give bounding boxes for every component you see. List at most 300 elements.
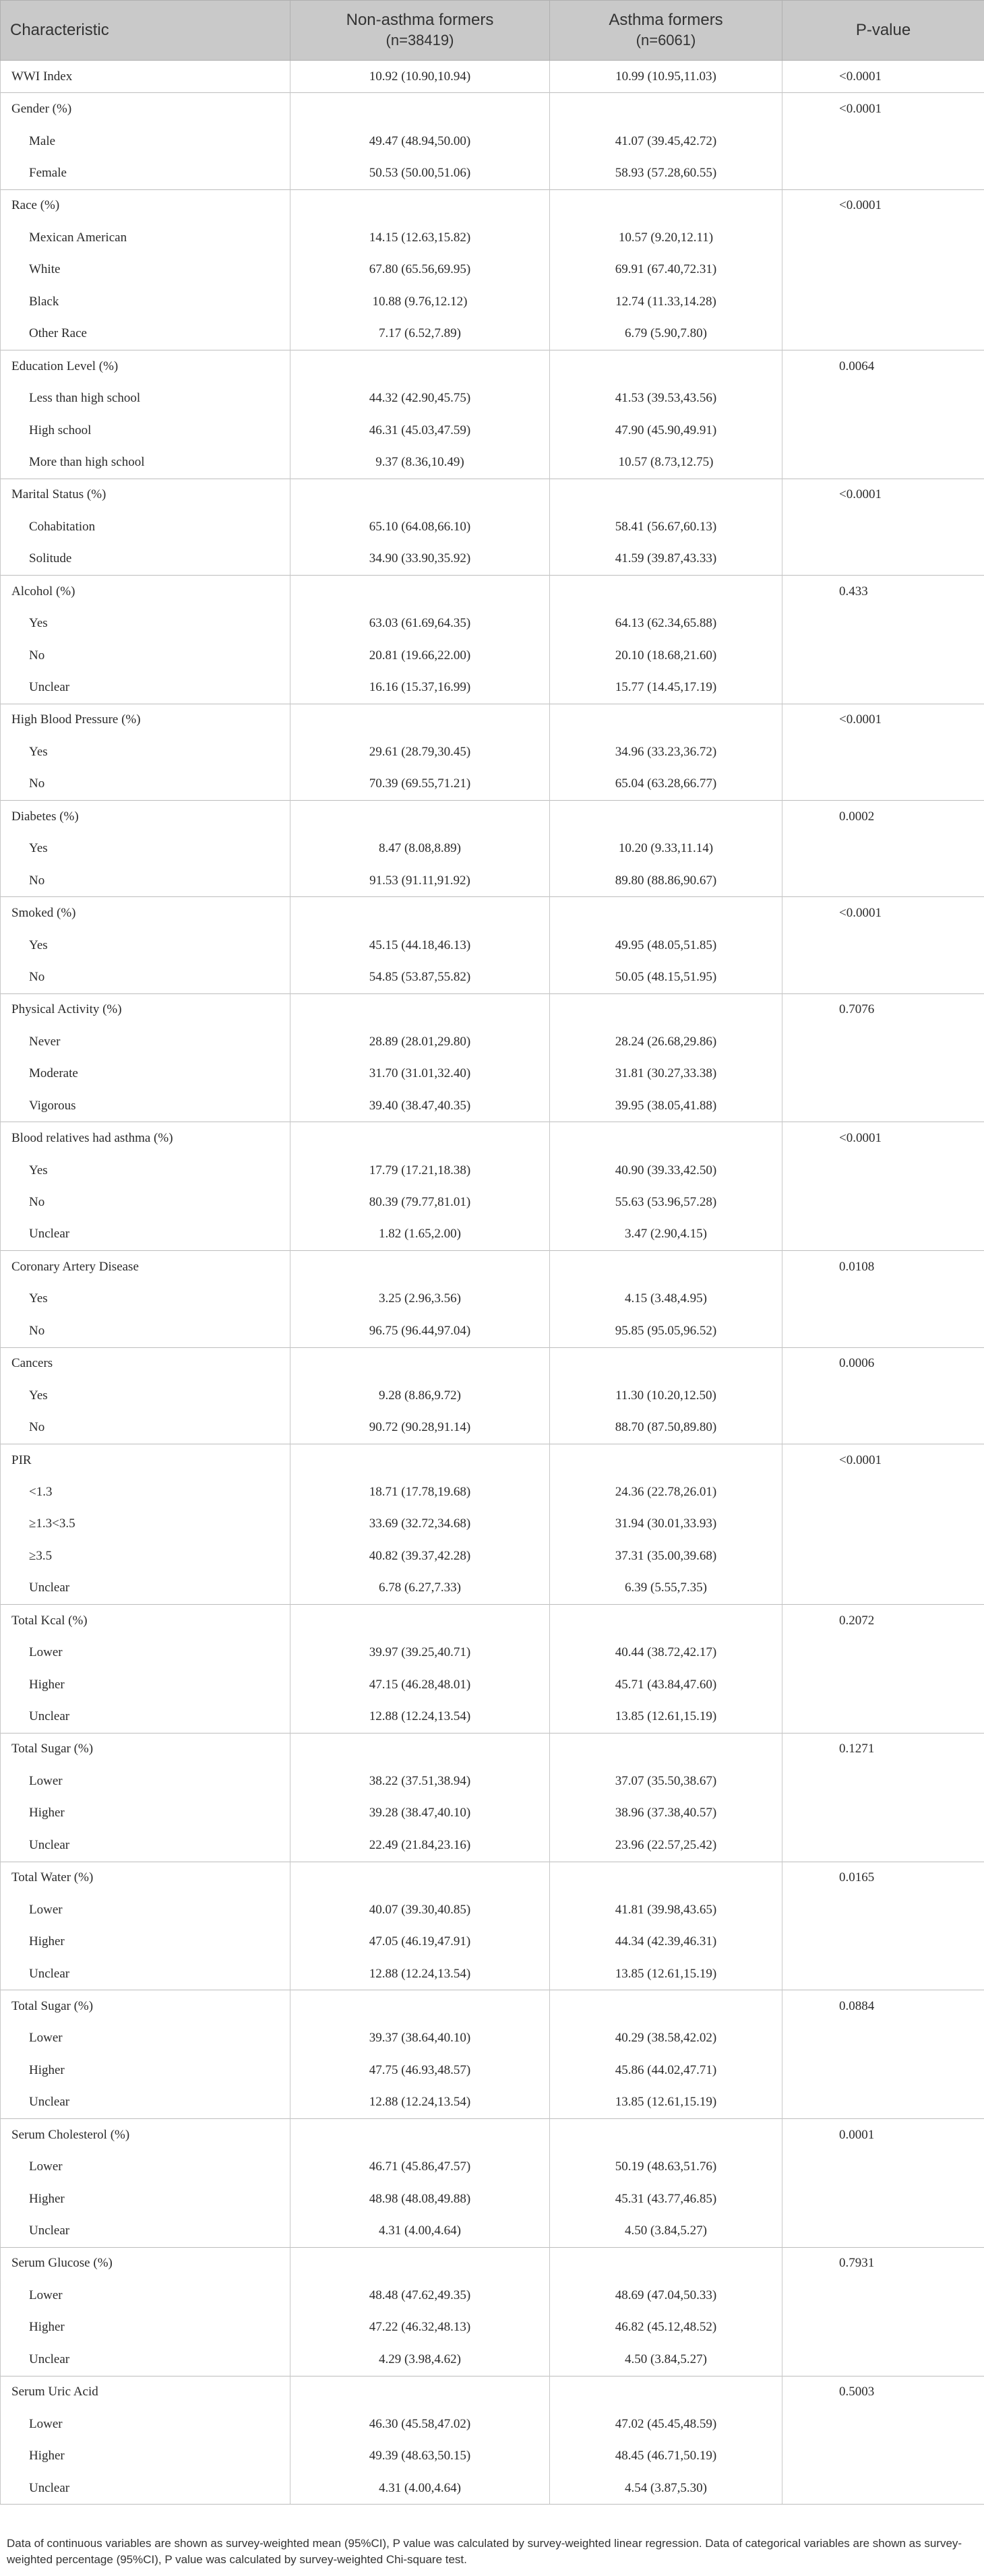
- cell-asthma: 10.57 (9.20,12.11): [550, 222, 782, 253]
- cell-characteristic: Smoked (%): [1, 897, 290, 929]
- cell-pvalue: [782, 961, 984, 993]
- table-header: [1, 1, 984, 61]
- cell-pvalue: [782, 1058, 984, 1090]
- table-row-group: [1, 2376, 984, 2408]
- cell-asthma: 12.74 (11.33,14.28): [550, 286, 782, 317]
- cell-pvalue: 0.0002: [782, 801, 984, 833]
- cell-pvalue: 0.0165: [782, 1862, 984, 1894]
- table-row: [1, 1026, 984, 1057]
- cell-non-asthma: 22.49 (21.84,23.16): [290, 1829, 550, 1862]
- cell-non-asthma: 48.48 (47.62,49.35): [290, 2279, 550, 2311]
- table-row: [1, 222, 984, 253]
- cell-pvalue: [782, 736, 984, 768]
- table-row-group: [1, 1605, 984, 1637]
- cell-pvalue: [782, 1572, 984, 1605]
- cell-characteristic: Blood relatives had asthma (%): [1, 1122, 290, 1155]
- cell-non-asthma: 50.53 (50.00,51.06): [290, 157, 550, 189]
- table-row: [1, 2023, 984, 2054]
- header-pvalue: P-value: [782, 1, 984, 61]
- table-row-group: [1, 897, 984, 929]
- cell-asthma: 41.07 (39.45,42.72): [550, 125, 782, 157]
- cell-pvalue: 0.0001: [782, 2119, 984, 2151]
- cell-pvalue: [782, 865, 984, 897]
- cell-asthma: 69.91 (67.40,72.31): [550, 254, 782, 286]
- table-row: [1, 1058, 984, 1090]
- cell-asthma: 11.30 (10.20,12.50): [550, 1380, 782, 1411]
- cell-pvalue: <0.0001: [782, 704, 984, 736]
- cell-characteristic: Yes: [1, 929, 290, 961]
- table-row: [1, 286, 984, 317]
- cell-pvalue: [782, 1411, 984, 1444]
- table-row: [1, 543, 984, 576]
- table-row-group: [1, 576, 984, 608]
- table-row: [1, 1798, 984, 1829]
- cell-asthma: 24.36 (22.78,26.01): [550, 1476, 782, 1508]
- cell-pvalue: <0.0001: [782, 1444, 984, 1476]
- table-body: [1, 61, 984, 2505]
- cell-asthma: 6.79 (5.90,7.80): [550, 318, 782, 350]
- table-row-group: [1, 1251, 984, 1283]
- cell-pvalue: [782, 1380, 984, 1411]
- cell-characteristic: No: [1, 961, 290, 993]
- cell-non-asthma: 33.69 (32.72,34.68): [290, 1508, 550, 1540]
- cell-asthma: [550, 1733, 782, 1765]
- cell-asthma: [550, 350, 782, 382]
- cell-pvalue: [782, 2472, 984, 2505]
- cell-pvalue: [782, 2343, 984, 2376]
- table-row: [1, 1540, 984, 1572]
- cell-pvalue: 0.1271: [782, 1733, 984, 1765]
- cell-non-asthma: 1.82 (1.65,2.00): [290, 1219, 550, 1251]
- cell-pvalue: [782, 768, 984, 801]
- cell-asthma: 45.71 (43.84,47.60): [550, 1669, 782, 1700]
- cell-pvalue: [782, 543, 984, 576]
- cell-non-asthma: 39.28 (38.47,40.10): [290, 1798, 550, 1829]
- cell-characteristic: Higher: [1, 2054, 290, 2086]
- cell-non-asthma: 20.81 (19.66,22.00): [290, 640, 550, 671]
- cell-asthma: [550, 189, 782, 222]
- cell-pvalue: [782, 833, 984, 865]
- cell-characteristic: Lower: [1, 2023, 290, 2054]
- cell-pvalue: [782, 1829, 984, 1862]
- cell-non-asthma: [290, 704, 550, 736]
- table-footnote: Data of continuous variables are shown as survey-weighted mean (95%CI), P value was calculated by survey-weighted linear regression. Data of categorical variables are shown as survey-weighted percentage (95%CI), P value was calculated by survey-weighted Chi-square test.: [7, 2537, 962, 2566]
- cell-characteristic: High Blood Pressure (%): [1, 704, 290, 736]
- cell-pvalue: [782, 1958, 984, 1990]
- cell-asthma: 23.96 (22.57,25.42): [550, 1829, 782, 1862]
- cell-asthma: [550, 1347, 782, 1380]
- cell-pvalue: <0.0001: [782, 479, 984, 511]
- table-row: [1, 865, 984, 897]
- cell-pvalue: [782, 286, 984, 317]
- cell-characteristic: Serum Cholesterol (%): [1, 2119, 290, 2151]
- cell-asthma: 13.85 (12.61,15.19): [550, 2087, 782, 2119]
- cell-characteristic: Lower: [1, 2408, 290, 2440]
- header-non-asthma-n: (n=38419): [386, 32, 454, 49]
- cell-non-asthma: [290, 1122, 550, 1155]
- cell-asthma: 50.19 (48.63,51.76): [550, 2151, 782, 2182]
- cell-non-asthma: 54.85 (53.87,55.82): [290, 961, 550, 993]
- cell-pvalue: [782, 446, 984, 479]
- cell-pvalue: [782, 222, 984, 253]
- cell-non-asthma: 80.39 (79.77,81.01): [290, 1186, 550, 1218]
- cell-characteristic: Unclear: [1, 2343, 290, 2376]
- table-row: [1, 2343, 984, 2376]
- cell-non-asthma: 29.61 (28.79,30.45): [290, 736, 550, 768]
- cell-pvalue: [782, 640, 984, 671]
- cell-asthma: 38.96 (37.38,40.57): [550, 1798, 782, 1829]
- cell-non-asthma: 6.78 (6.27,7.33): [290, 1572, 550, 1605]
- cell-pvalue: [782, 2312, 984, 2343]
- cell-pvalue: [782, 2408, 984, 2440]
- table-row: [1, 1411, 984, 1444]
- cell-characteristic: Black: [1, 286, 290, 317]
- table-row: [1, 1315, 984, 1347]
- header-characteristic: Characteristic: [1, 1, 290, 61]
- cell-characteristic: Higher: [1, 2440, 290, 2472]
- cell-non-asthma: 70.39 (69.55,71.21): [290, 768, 550, 801]
- cell-asthma: 49.95 (48.05,51.85): [550, 929, 782, 961]
- cell-pvalue: <0.0001: [782, 189, 984, 222]
- table-row: [1, 768, 984, 801]
- cell-characteristic: Unclear: [1, 1219, 290, 1251]
- cell-pvalue: 0.0064: [782, 350, 984, 382]
- cell-non-asthma: 47.05 (46.19,47.91): [290, 1926, 550, 1957]
- table-row: [1, 2087, 984, 2119]
- cell-pvalue: [782, 511, 984, 543]
- table-row-group: [1, 189, 984, 222]
- table-row: [1, 1283, 984, 1315]
- cell-non-asthma: 10.88 (9.76,12.12): [290, 286, 550, 317]
- cell-asthma: 47.02 (45.45,48.59): [550, 2408, 782, 2440]
- cell-non-asthma: 46.30 (45.58,47.02): [290, 2408, 550, 2440]
- cell-pvalue: <0.0001: [782, 897, 984, 929]
- cell-non-asthma: 4.29 (3.98,4.62): [290, 2343, 550, 2376]
- cell-non-asthma: 4.31 (4.00,4.64): [290, 2472, 550, 2505]
- cell-pvalue: 0.7931: [782, 2247, 984, 2279]
- cell-asthma: 34.96 (33.23,36.72): [550, 736, 782, 768]
- cell-asthma: 13.85 (12.61,15.19): [550, 1958, 782, 1990]
- cell-characteristic: Never: [1, 1026, 290, 1057]
- table-row: [1, 2151, 984, 2182]
- cell-non-asthma: [290, 189, 550, 222]
- table-row-group: [1, 1347, 984, 1380]
- cell-non-asthma: 67.80 (65.56,69.95): [290, 254, 550, 286]
- cell-non-asthma: 39.40 (38.47,40.35): [290, 1090, 550, 1122]
- cell-non-asthma: 96.75 (96.44,97.04): [290, 1315, 550, 1347]
- cell-characteristic: Yes: [1, 1155, 290, 1186]
- cell-pvalue: 0.0884: [782, 1990, 984, 2023]
- cell-pvalue: [782, 1765, 984, 1797]
- table-row-group: [1, 350, 984, 382]
- cell-non-asthma: 47.15 (46.28,48.01): [290, 1669, 550, 1700]
- cell-asthma: [550, 897, 782, 929]
- table-row: [1, 2279, 984, 2311]
- table-row: [1, 511, 984, 543]
- cell-non-asthma: 38.22 (37.51,38.94): [290, 1765, 550, 1797]
- cell-characteristic: No: [1, 1186, 290, 1218]
- cell-non-asthma: [290, 93, 550, 125]
- cell-pvalue: 0.2072: [782, 1605, 984, 1637]
- cell-non-asthma: 12.88 (12.24,13.54): [290, 2087, 550, 2119]
- cell-non-asthma: 46.71 (45.86,47.57): [290, 2151, 550, 2182]
- cell-pvalue: [782, 1476, 984, 1508]
- cell-characteristic: Unclear: [1, 1572, 290, 1605]
- cell-non-asthma: [290, 576, 550, 608]
- cell-asthma: 55.63 (53.96,57.28): [550, 1186, 782, 1218]
- cell-asthma: [550, 576, 782, 608]
- cell-non-asthma: 46.31 (45.03,47.59): [290, 415, 550, 446]
- cell-pvalue: <0.0001: [782, 61, 984, 93]
- table-row: [1, 1765, 984, 1797]
- cell-asthma: [550, 1605, 782, 1637]
- cell-asthma: [550, 1862, 782, 1894]
- cell-non-asthma: [290, 1347, 550, 1380]
- cell-characteristic: Female: [1, 157, 290, 189]
- cell-asthma: [550, 93, 782, 125]
- cell-non-asthma: [290, 2119, 550, 2151]
- table-row-group: [1, 61, 984, 93]
- table-row-group: [1, 704, 984, 736]
- cell-pvalue: [782, 929, 984, 961]
- cell-characteristic: High school: [1, 415, 290, 446]
- cell-characteristic: Gender (%): [1, 93, 290, 125]
- table-row: [1, 1926, 984, 1957]
- cell-non-asthma: [290, 479, 550, 511]
- cell-pvalue: 0.0006: [782, 1347, 984, 1380]
- table-row: [1, 1155, 984, 1186]
- table-row: [1, 446, 984, 479]
- table-row: [1, 671, 984, 704]
- cell-pvalue: [782, 1155, 984, 1186]
- cell-characteristic: Yes: [1, 1380, 290, 1411]
- cell-non-asthma: 45.15 (44.18,46.13): [290, 929, 550, 961]
- cell-asthma: 28.24 (26.68,29.86): [550, 1026, 782, 1057]
- cell-non-asthma: 4.31 (4.00,4.64): [290, 2215, 550, 2247]
- cell-pvalue: [782, 2279, 984, 2311]
- cell-pvalue: [782, 1798, 984, 1829]
- cell-non-asthma: 31.70 (31.01,32.40): [290, 1058, 550, 1090]
- cell-characteristic: Yes: [1, 607, 290, 639]
- cell-non-asthma: [290, 350, 550, 382]
- table-row: [1, 640, 984, 671]
- cell-characteristic: Total Kcal (%): [1, 1605, 290, 1637]
- cell-asthma: 95.85 (95.05,96.52): [550, 1315, 782, 1347]
- table-row: [1, 1700, 984, 1733]
- header-asthma: [550, 1, 782, 61]
- cell-non-asthma: 28.89 (28.01,29.80): [290, 1026, 550, 1057]
- cell-non-asthma: 12.88 (12.24,13.54): [290, 1700, 550, 1733]
- table-row: [1, 2215, 984, 2247]
- table-row: [1, 1090, 984, 1122]
- cell-pvalue: [782, 1508, 984, 1540]
- table-row-group: [1, 2247, 984, 2279]
- cell-asthma: 45.86 (44.02,47.71): [550, 2054, 782, 2086]
- cell-characteristic: Unclear: [1, 671, 290, 704]
- cell-asthma: 10.20 (9.33,11.14): [550, 833, 782, 865]
- cell-characteristic: PIR: [1, 1444, 290, 1476]
- cell-asthma: 88.70 (87.50,89.80): [550, 1411, 782, 1444]
- cell-asthma: 6.39 (5.55,7.35): [550, 1572, 782, 1605]
- cell-asthma: [550, 801, 782, 833]
- cell-non-asthma: [290, 1605, 550, 1637]
- cell-pvalue: [782, 1636, 984, 1668]
- cell-non-asthma: 18.71 (17.78,19.68): [290, 1476, 550, 1508]
- cell-non-asthma: 34.90 (33.90,35.92): [290, 543, 550, 576]
- cell-non-asthma: [290, 897, 550, 929]
- cell-asthma: 40.90 (39.33,42.50): [550, 1155, 782, 1186]
- table-row: [1, 2054, 984, 2086]
- cell-characteristic: White: [1, 254, 290, 286]
- cell-characteristic: Race (%): [1, 189, 290, 222]
- cell-non-asthma: 40.07 (39.30,40.85): [290, 1894, 550, 1926]
- cell-pvalue: [782, 1894, 984, 1926]
- cell-characteristic: Diabetes (%): [1, 801, 290, 833]
- cell-pvalue: [782, 2151, 984, 2182]
- cell-asthma: [550, 1251, 782, 1283]
- cell-non-asthma: 12.88 (12.24,13.54): [290, 1958, 550, 1990]
- table-row: [1, 607, 984, 639]
- cell-pvalue: <0.0001: [782, 93, 984, 125]
- cell-characteristic: Yes: [1, 833, 290, 865]
- cell-pvalue: [782, 1926, 984, 1957]
- cell-characteristic: Unclear: [1, 1700, 290, 1733]
- cell-non-asthma: 16.16 (15.37,16.99): [290, 671, 550, 704]
- cell-asthma: 13.85 (12.61,15.19): [550, 1700, 782, 1733]
- cell-characteristic: Higher: [1, 1798, 290, 1829]
- cell-characteristic: Solitude: [1, 543, 290, 576]
- cell-non-asthma: 10.92 (10.90,10.94): [290, 61, 550, 93]
- cell-non-asthma: [290, 801, 550, 833]
- cell-characteristic: Unclear: [1, 2215, 290, 2247]
- cell-characteristic: ≥1.3<3.5: [1, 1508, 290, 1540]
- table-row-group: [1, 1733, 984, 1765]
- header-non-asthma: [290, 1, 550, 61]
- cell-pvalue: [782, 318, 984, 350]
- table-row: [1, 2440, 984, 2472]
- cell-characteristic: No: [1, 1315, 290, 1347]
- cell-characteristic: Coronary Artery Disease: [1, 1251, 290, 1283]
- table-row: [1, 2183, 984, 2215]
- table-row: [1, 2408, 984, 2440]
- cell-characteristic: Higher: [1, 2312, 290, 2343]
- table-row: [1, 157, 984, 189]
- cell-non-asthma: 49.39 (48.63,50.15): [290, 2440, 550, 2472]
- table-row: [1, 736, 984, 768]
- cell-non-asthma: [290, 1733, 550, 1765]
- cell-non-asthma: 40.82 (39.37,42.28): [290, 1540, 550, 1572]
- cell-non-asthma: 65.10 (64.08,66.10): [290, 511, 550, 543]
- cell-characteristic: Serum Glucose (%): [1, 2247, 290, 2279]
- cell-characteristic: Physical Activity (%): [1, 993, 290, 1026]
- table-row-group: [1, 93, 984, 125]
- cell-characteristic: Unclear: [1, 2087, 290, 2119]
- table-row: [1, 2312, 984, 2343]
- cell-pvalue: [782, 125, 984, 157]
- cell-pvalue: [782, 2054, 984, 2086]
- cell-pvalue: [782, 2215, 984, 2247]
- cell-non-asthma: 91.53 (91.11,91.92): [290, 865, 550, 897]
- cell-non-asthma: 14.15 (12.63,15.82): [290, 222, 550, 253]
- table-row: [1, 929, 984, 961]
- table-row: [1, 1572, 984, 1605]
- table-row: [1, 382, 984, 414]
- cell-asthma: [550, 1444, 782, 1476]
- cell-pvalue: [782, 1186, 984, 1218]
- cell-asthma: 4.50 (3.84,5.27): [550, 2215, 782, 2247]
- cell-characteristic: Male: [1, 125, 290, 157]
- cell-pvalue: [782, 1090, 984, 1122]
- cell-asthma: 58.93 (57.28,60.55): [550, 157, 782, 189]
- table-row: [1, 2472, 984, 2505]
- cell-non-asthma: [290, 1444, 550, 1476]
- cell-characteristic: More than high school: [1, 446, 290, 479]
- table-row: [1, 125, 984, 157]
- cell-non-asthma: [290, 1251, 550, 1283]
- cell-pvalue: 0.7076: [782, 993, 984, 1026]
- table-row-group: [1, 1990, 984, 2023]
- cell-asthma: 37.07 (35.50,38.67): [550, 1765, 782, 1797]
- cell-non-asthma: [290, 993, 550, 1026]
- cell-non-asthma: [290, 1862, 550, 1894]
- cell-pvalue: [782, 254, 984, 286]
- cell-characteristic: Higher: [1, 1926, 290, 1957]
- cell-asthma: 44.34 (42.39,46.31): [550, 1926, 782, 1957]
- cell-asthma: 89.80 (88.86,90.67): [550, 865, 782, 897]
- cell-asthma: 10.99 (10.95,11.03): [550, 61, 782, 93]
- cell-asthma: 39.95 (38.05,41.88): [550, 1090, 782, 1122]
- table-row-group: [1, 1122, 984, 1155]
- cell-characteristic: Total Water (%): [1, 1862, 290, 1894]
- cell-pvalue: [782, 2183, 984, 2215]
- cell-pvalue: [782, 2440, 984, 2472]
- cell-non-asthma: 48.98 (48.08,49.88): [290, 2183, 550, 2215]
- table-row: [1, 1894, 984, 1926]
- cell-pvalue: [782, 2023, 984, 2054]
- cell-pvalue: [782, 1540, 984, 1572]
- table-row-group: [1, 801, 984, 833]
- table-row: [1, 1476, 984, 1508]
- cell-characteristic: Cohabitation: [1, 511, 290, 543]
- cell-non-asthma: 49.47 (48.94,50.00): [290, 125, 550, 157]
- cell-asthma: 3.47 (2.90,4.15): [550, 1219, 782, 1251]
- cell-asthma: [550, 993, 782, 1026]
- cell-characteristic: Lower: [1, 2151, 290, 2182]
- cell-asthma: [550, 704, 782, 736]
- cell-pvalue: [782, 415, 984, 446]
- cell-asthma: 4.15 (3.48,4.95): [550, 1283, 782, 1315]
- cell-asthma: 15.77 (14.45,17.19): [550, 671, 782, 704]
- cell-characteristic: No: [1, 1411, 290, 1444]
- table-row: [1, 1186, 984, 1218]
- table-row: [1, 1958, 984, 1990]
- cell-characteristic: Higher: [1, 2183, 290, 2215]
- cell-non-asthma: [290, 1990, 550, 2023]
- cell-characteristic: Lower: [1, 1765, 290, 1797]
- cell-non-asthma: 9.28 (8.86,9.72): [290, 1380, 550, 1411]
- cell-asthma: 48.45 (46.71,50.19): [550, 2440, 782, 2472]
- cell-non-asthma: [290, 2376, 550, 2408]
- cell-pvalue: [782, 157, 984, 189]
- cell-non-asthma: 63.03 (61.69,64.35): [290, 607, 550, 639]
- cell-asthma: 40.29 (38.58,42.02): [550, 2023, 782, 2054]
- header-row: [1, 1, 984, 61]
- cell-asthma: 10.57 (8.73,12.75): [550, 446, 782, 479]
- table-row: [1, 961, 984, 993]
- cell-characteristic: WWI Index: [1, 61, 290, 93]
- cell-pvalue: [782, 1700, 984, 1733]
- cell-asthma: 46.82 (45.12,48.52): [550, 2312, 782, 2343]
